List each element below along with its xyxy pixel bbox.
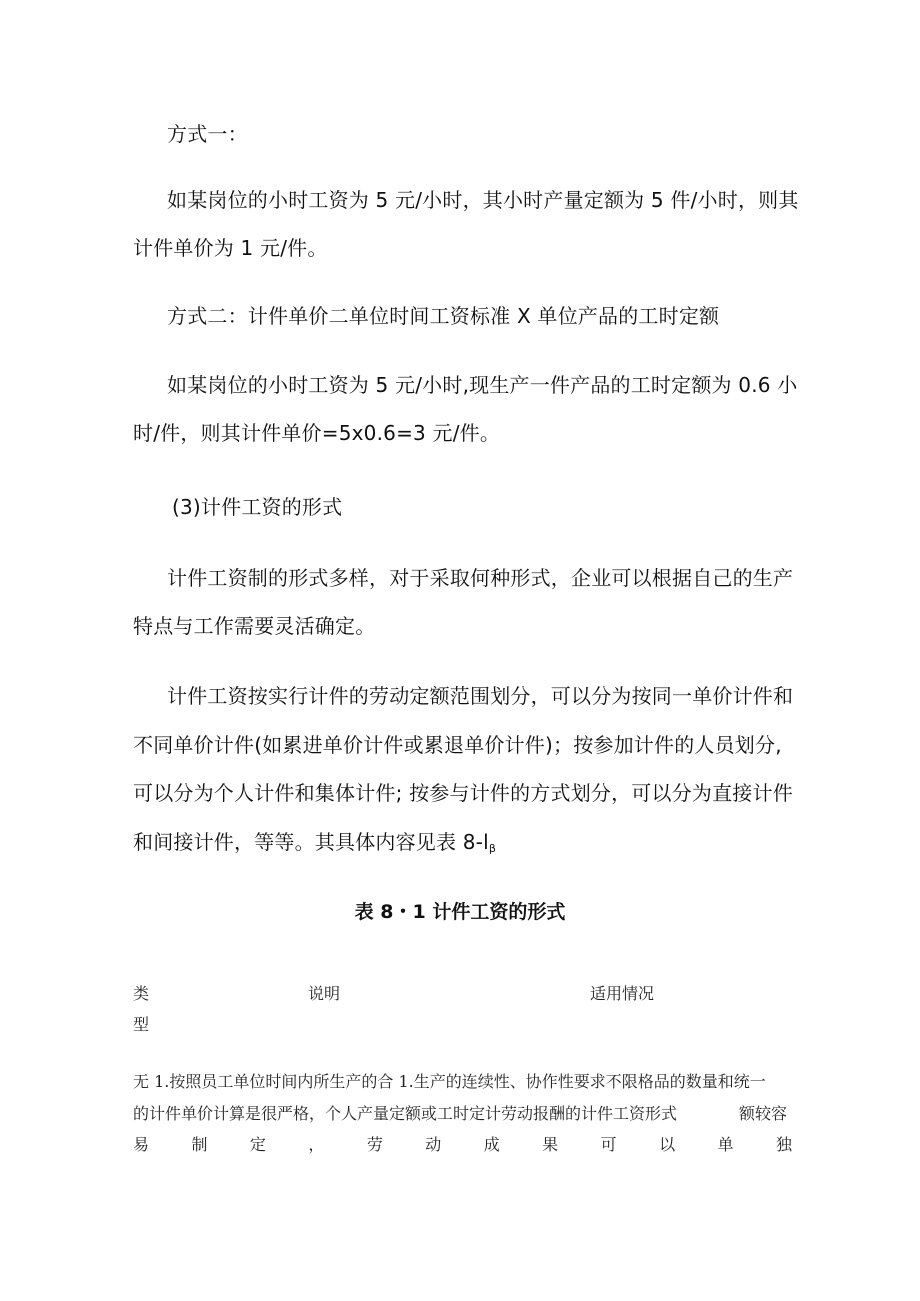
range-text-line-1: 计件工资按实行计件的劳动定额范围划分，可以分为按同一单价计件和 bbox=[167, 684, 794, 708]
spread-char: ， bbox=[308, 1135, 325, 1154]
range-text-line-2: 不同单价计件(如累进单价计件或累退单价计件)；按参加计件的人员划分, bbox=[133, 733, 782, 757]
method1-text-line-1: 如某岗位的小时工资为 5 元/小时，其小时产量定额为 5 件/小时，则其 bbox=[167, 188, 799, 212]
spread-char: 制 bbox=[191, 1135, 208, 1154]
range-text-subscript: β bbox=[488, 842, 497, 855]
range-text-line-4 bbox=[133, 830, 496, 861]
spread-char: 劳 bbox=[366, 1135, 383, 1154]
table-title: 表 8・1 计件工资的形式 bbox=[354, 901, 566, 923]
header-description: 说明 bbox=[308, 984, 341, 1003]
header-type-part-1: 类 bbox=[133, 984, 150, 1003]
spread-char: 单 bbox=[717, 1135, 734, 1154]
spread-char: 定 bbox=[249, 1135, 266, 1154]
table-row-1-line-3 bbox=[133, 1135, 792, 1155]
forms-text-line-2: 特点与工作需要灵活确定。 bbox=[133, 614, 376, 638]
spread-char: 独 bbox=[775, 1135, 792, 1154]
section-heading-3: (3)计件工资的形式 bbox=[172, 495, 343, 519]
method1-text-line-2: 计件单价为 1 元/件。 bbox=[133, 236, 328, 260]
header-type-part-2: 型 bbox=[133, 1015, 150, 1034]
method2-title: 方式二：计件单价二单位时间工资标准 X 单位产品的工时定额 bbox=[167, 304, 720, 328]
table-row-1-line-1: 无 1.按照员工单位时间内所生产的合 1.生产的连续性、协作性要求不限格品的数量和统一 bbox=[133, 1072, 766, 1091]
spread-char: 以 bbox=[659, 1135, 676, 1154]
spread-char: 易 bbox=[133, 1135, 150, 1154]
table-row-1-line-2: 的计件单价计算是很严格，个人产量定额或工时定计劳动报酬的计件工资形式 bbox=[133, 1104, 678, 1123]
range-text-line-3: 可以分为个人计件和集体计件; 按参与计件的方式划分，可以分为直接计件 bbox=[133, 781, 793, 805]
forms-text-line-1: 计件工资制的形式多样，对于采取何种形式，企业可以根据自己的生产 bbox=[167, 566, 794, 590]
header-usage: 适用情况 bbox=[590, 984, 655, 1003]
spread-char: 成 bbox=[483, 1135, 500, 1154]
table-row-1-line-2-tail: 额较容 bbox=[739, 1104, 788, 1123]
method1-title: 方式一： bbox=[167, 122, 248, 146]
range-text-line-4-main: 和间接计件，等等。其具体内容见表 8-l bbox=[133, 830, 489, 854]
method2-text-line-1: 如某岗位的小时工资为 5 元/小时,现生产一件产品的工时定额为 0.6 小 bbox=[167, 373, 798, 397]
method2-text-line-2: 时/件，则其计件单价=5x0.6=3 元/件。 bbox=[133, 421, 501, 445]
spread-char: 动 bbox=[425, 1135, 442, 1154]
spread-char: 果 bbox=[542, 1135, 559, 1154]
spread-char: 可 bbox=[600, 1135, 617, 1154]
